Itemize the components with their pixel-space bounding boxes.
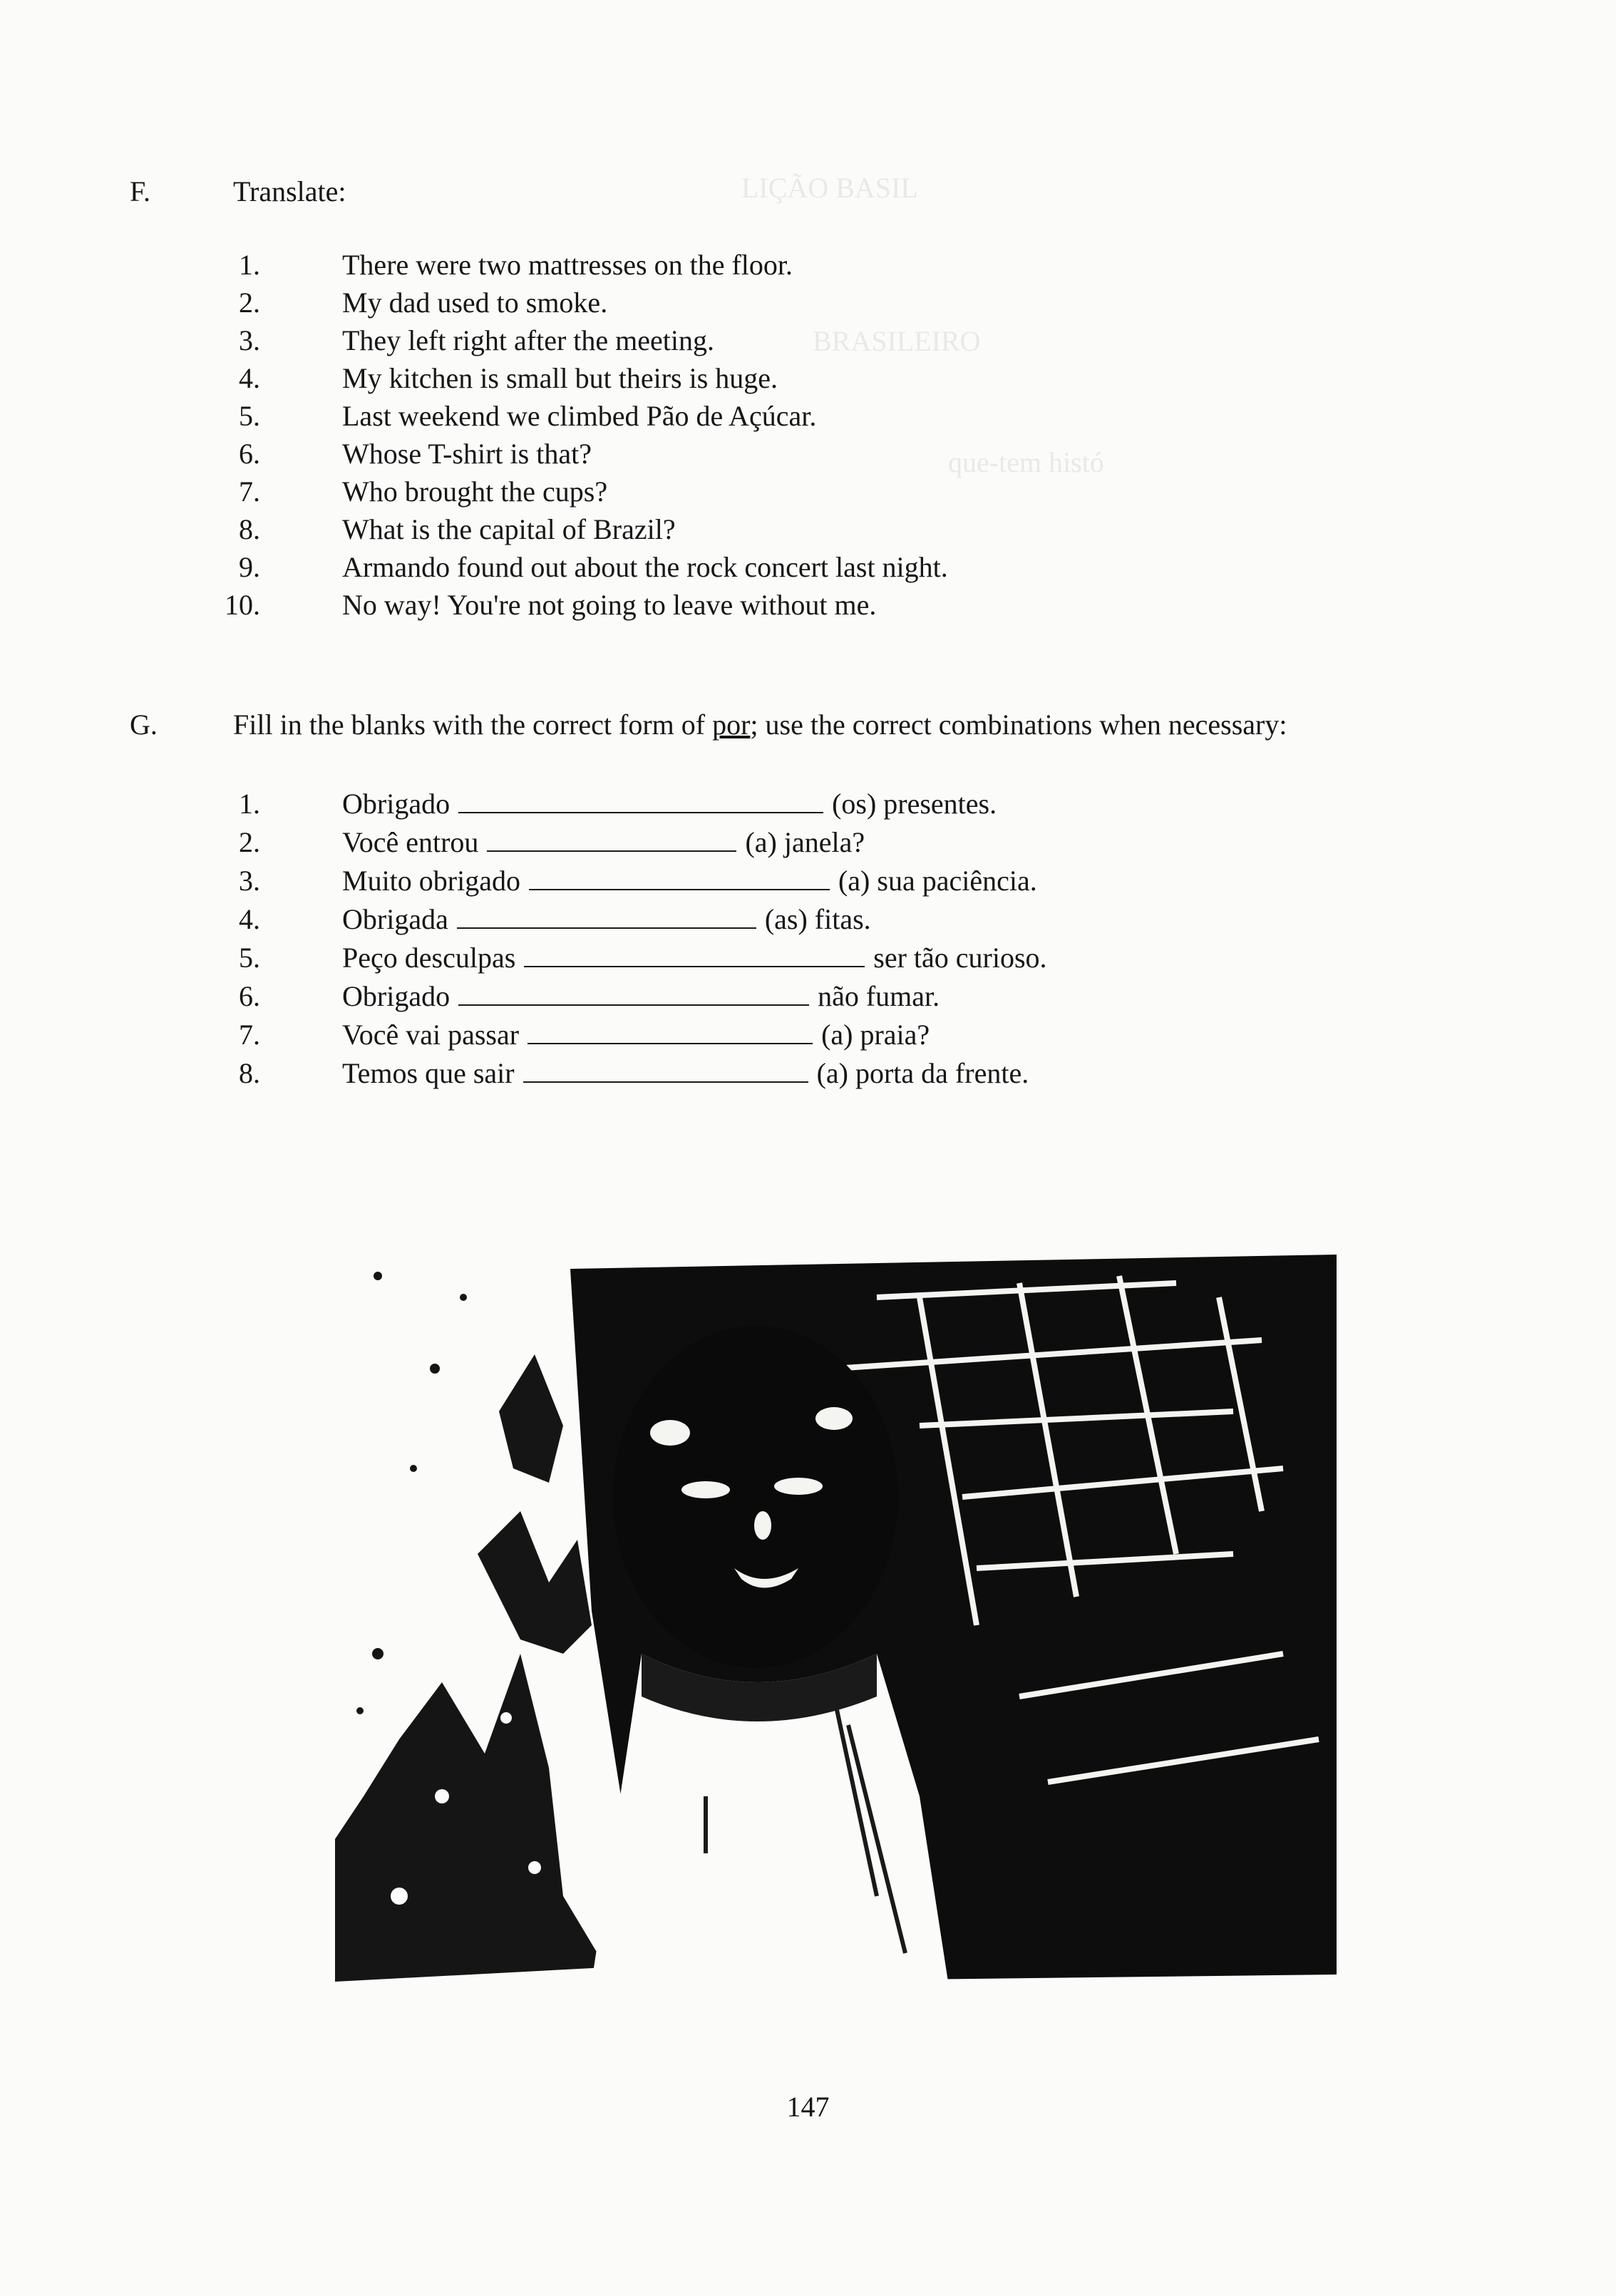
fill-blank-item [342,941,1047,974]
fill-blank-suffix: (os) presentes. [832,788,997,820]
list-item-number: 2. [239,287,260,319]
fill-blank-suffix: (as) fitas. [764,903,871,935]
list-item-text: Last weekend we climbed Pão de Açúcar. [342,400,817,432]
child-photograph [335,1255,1337,1982]
section-f-title: Translate: [233,175,346,207]
fill-blank-prefix: Peço desculpas [342,942,516,974]
fill-blank-prefix: Você entrou [342,826,479,858]
list-item-number: 1. [239,249,260,281]
bleed-through-text: LIÇÃO BASIL [741,172,918,204]
section-f-letter: F. [130,175,151,207]
fill-blank-item [342,1018,930,1051]
list-item-text: Armando found out about the rock concert last night. [342,551,948,583]
answer-blank[interactable] [524,943,865,967]
fill-blank-suffix: (a) sua paciência. [838,865,1037,897]
bleed-through-text: que-tem histó [948,446,1104,478]
list-item-number: 6. [239,438,260,470]
answer-blank[interactable] [527,1020,813,1044]
fill-blank-item [342,787,997,820]
answer-blank[interactable] [487,828,736,852]
page-number: 147 [786,2091,830,2123]
list-item-text: They left right after the meeting. [342,324,715,356]
list-item-number: 3. [239,324,260,356]
bleed-through-text: BRASILEIRO [813,325,981,357]
list-item-text: My kitchen is small but theirs is huge. [342,362,778,394]
answer-blank[interactable] [457,905,756,929]
list-item-number: 5. [239,400,260,432]
list-item-number: 3. [239,865,260,897]
section-g-title [233,708,1287,741]
list-item-number: 7. [239,475,260,508]
list-item-number: 5. [239,942,260,974]
list-item-number: 7. [239,1019,260,1051]
list-item-number: 9. [239,551,260,583]
fill-blank-suffix: ser tão curioso. [873,942,1047,974]
list-item-number: 6. [239,980,260,1012]
fill-blank-suffix: não fumar. [818,980,940,1012]
fill-blank-prefix: Obrigado [342,788,451,820]
fill-blank-item [342,825,865,859]
section-g-title-after: ; use the correct combinations when necessary: [750,709,1287,741]
fill-blank-item [342,864,1037,897]
section-g-title-before: Fill in the blanks with the correct form of [233,709,713,741]
section-g-title-keyword: por [712,709,751,741]
list-item-number: 8. [239,1057,260,1089]
fill-blank-suffix: (a) janela? [745,826,865,858]
list-item-number: 1. [239,788,260,820]
fill-blank-suffix: (a) porta da frente. [816,1057,1029,1089]
answer-blank[interactable] [529,866,830,890]
list-item-text: There were two mattresses on the floor. [342,249,793,281]
list-item-number: 4. [239,362,260,394]
list-item-text: Who brought the cups? [342,475,608,508]
list-item-text: My dad used to smoke. [342,287,608,319]
fill-blank-suffix: (a) praia? [821,1019,930,1051]
fill-blank-prefix: Temos que sair [342,1057,515,1089]
answer-blank[interactable] [458,982,809,1006]
fill-blank-prefix: Obrigado [342,980,451,1012]
fill-blank-prefix: Muito obrigado [342,865,520,897]
fill-blank-prefix: Você vai passar [342,1019,520,1051]
section-g-letter: G. [130,709,158,741]
list-item-text: What is the capital of Brazil? [342,513,676,545]
list-item-number: 2. [239,826,260,858]
fill-blank-prefix: Obrigada [342,903,448,935]
fill-blank-item [342,979,940,1013]
answer-blank[interactable] [458,789,823,813]
list-item-text: No way! You're not going to leave without me. [342,589,877,621]
fill-blank-item [342,1056,1029,1090]
list-item-number: 10. [225,589,260,621]
answer-blank[interactable] [523,1059,808,1083]
list-item-text: Whose T-shirt is that? [342,438,592,470]
fill-blank-item [342,902,871,936]
list-item-number: 4. [239,903,260,935]
list-item-number: 8. [239,513,260,545]
